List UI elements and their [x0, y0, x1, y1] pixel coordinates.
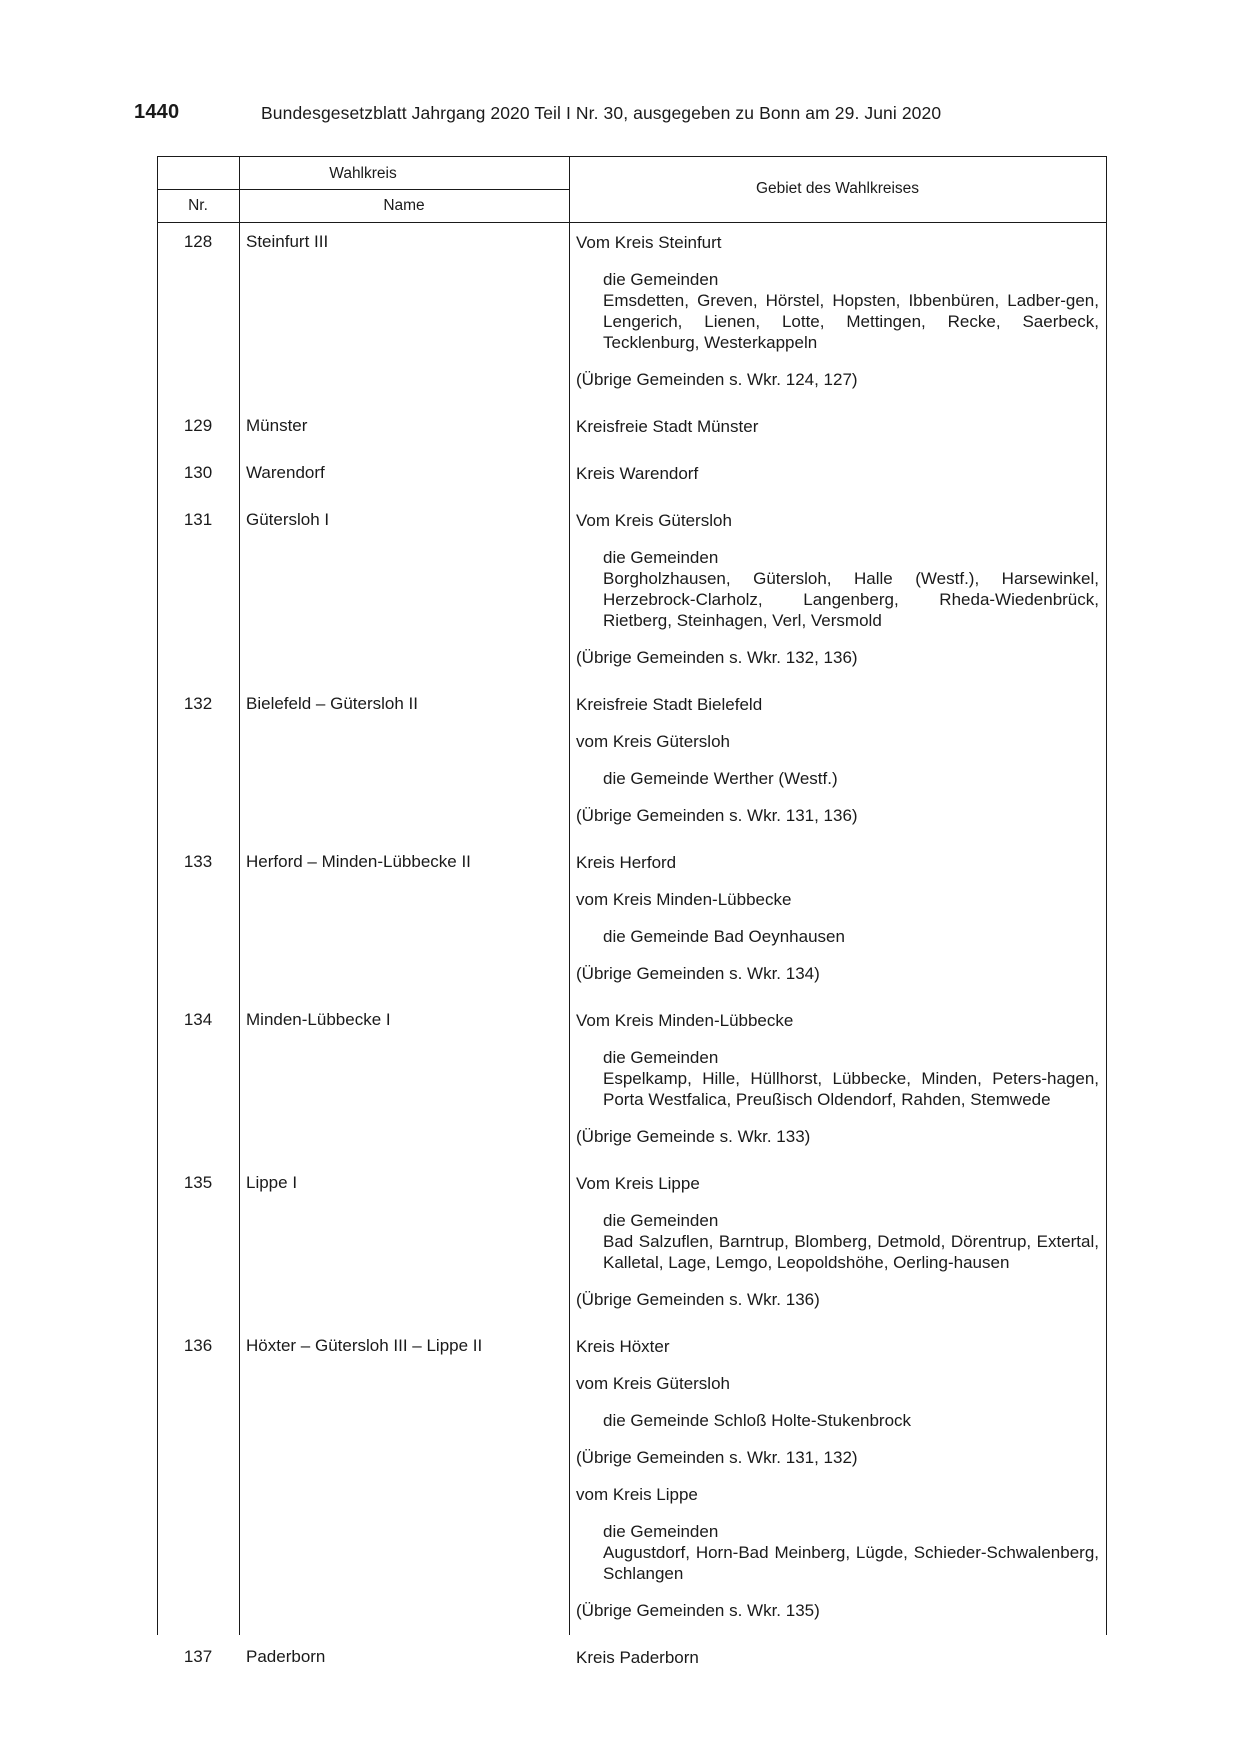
- constituency-name: Münster: [246, 416, 308, 435]
- table-rule-top: [157, 156, 1107, 157]
- constituency-area: [569, 1000, 1106, 1163]
- area-line: vom Kreis Gütersloh: [576, 1374, 730, 1393]
- constituency-number: 132: [183, 694, 213, 713]
- constituency-area: [569, 500, 1106, 684]
- municipality-line: die Gemeinde Werther (Westf.): [603, 769, 838, 788]
- area-line: Vom Kreis Minden-Lübbecke: [576, 1011, 794, 1030]
- constituency-name: Bielefeld – Gütersloh II: [246, 694, 418, 713]
- area-line: Kreis Herford: [576, 853, 677, 872]
- header-wahlkreis: Wahlkreis: [329, 165, 397, 182]
- constituency-name: Herford – Minden-Lübbecke II: [246, 852, 471, 871]
- area-line: (Übrige Gemeinde s. Wkr. 133): [576, 1127, 811, 1146]
- constituency-number: 134: [183, 1010, 213, 1029]
- municipality-line: die Gemeinde Schloß Holte-Stukenbrock: [603, 1411, 912, 1430]
- table-rule-subheader: [157, 189, 569, 190]
- running-header: Bundesgesetzblatt Jahrgang 2020 Teil I Nr. 30, ausgegeben zu Bonn am 29. Juni 2020: [261, 103, 942, 123]
- constituency-area: [569, 1326, 1106, 1637]
- area-line: Kreisfreie Stadt Bielefeld: [576, 695, 763, 714]
- municipality-list: Bad Salzuflen, Barntrup, Blomberg, Detmold, Dörentrup, Extertal, Kalletal, Lage, Lemgo, Leopoldshöhe, Oerling-hausen: [603, 1232, 1099, 1272]
- constituency-name: Paderborn: [246, 1647, 326, 1666]
- municipality-block: [576, 269, 1099, 353]
- table-row: [157, 453, 1107, 500]
- header-gebiet: Gebiet des Wahlkreises: [755, 180, 920, 197]
- constituency-table: [157, 156, 1107, 1667]
- constituency-number: 135: [183, 1173, 213, 1192]
- constituency-area: [569, 1637, 1106, 1684]
- constituency-number: 129: [183, 416, 213, 435]
- table-row: [157, 1163, 1107, 1326]
- constituency-area: [569, 406, 1106, 453]
- area-line: (Übrige Gemeinden s. Wkr. 131, 136): [576, 806, 858, 825]
- constituency-name: Höxter – Gütersloh III – Lippe II: [246, 1336, 483, 1355]
- header-name: Name: [383, 197, 425, 214]
- municipality-line: die Gemeinde Bad Oeynhausen: [603, 927, 845, 946]
- area-line: Kreis Höxter: [576, 1337, 670, 1356]
- constituency-number: 131: [183, 510, 213, 529]
- area-line: (Übrige Gemeinden s. Wkr. 136): [576, 1290, 820, 1309]
- area-line: (Übrige Gemeinden s. Wkr. 135): [576, 1601, 820, 1620]
- table-row: [157, 1637, 1107, 1684]
- area-line: (Übrige Gemeinden s. Wkr. 134): [576, 964, 820, 983]
- table-row: [157, 1326, 1107, 1637]
- table-row: [157, 500, 1107, 684]
- table-row: [157, 406, 1107, 453]
- constituency-name: Warendorf: [246, 463, 325, 482]
- constituency-area: [569, 842, 1106, 1000]
- constituency-area: [569, 222, 1106, 406]
- area-line: vom Kreis Lippe: [576, 1485, 698, 1504]
- municipality-block: [576, 1521, 1099, 1584]
- table-row: [157, 1000, 1107, 1163]
- area-line: Kreis Paderborn: [576, 1648, 699, 1667]
- area-line: (Übrige Gemeinden s. Wkr. 131, 132): [576, 1448, 858, 1467]
- constituency-name: Lippe I: [246, 1173, 298, 1192]
- area-line: Vom Kreis Gütersloh: [576, 511, 732, 530]
- table-row: [157, 222, 1107, 406]
- area-line: vom Kreis Minden-Lübbecke: [576, 890, 792, 909]
- municipality-list: Augustdorf, Horn-Bad Meinberg, Lügde, Schieder-Schwalenberg, Schlangen: [603, 1543, 1099, 1583]
- area-line: (Übrige Gemeinden s. Wkr. 132, 136): [576, 648, 858, 667]
- constituency-name: Gütersloh I: [246, 510, 330, 529]
- area-line: Vom Kreis Lippe: [576, 1174, 700, 1193]
- area-line: vom Kreis Gütersloh: [576, 732, 730, 751]
- area-line: Kreisfreie Stadt Münster: [576, 417, 759, 436]
- constituency-area: [569, 684, 1106, 842]
- municipality-block: [576, 547, 1099, 631]
- constituency-number: 128: [183, 232, 213, 251]
- municipality-list: Borgholzhausen, Gütersloh, Halle (Westf.), Harsewinkel, Herzebrock-Clarholz, Langenberg, Rheda-Wiedenbrück, Rietberg, Steinhagen, Verl, Versmold: [603, 569, 1099, 630]
- municipality-block: [576, 1210, 1099, 1273]
- area-line: Vom Kreis Steinfurt: [576, 233, 722, 252]
- constituency-number: 130: [183, 463, 213, 482]
- constituency-name: Minden-Lübbecke I: [246, 1010, 391, 1029]
- area-line: (Übrige Gemeinden s. Wkr. 124, 127): [576, 370, 858, 389]
- municipality-list: Emsdetten, Greven, Hörstel, Hopsten, Ibbenbüren, Ladber-gen, Lengerich, Lienen, Lotte, Mettingen, Recke, Saerbeck, Tecklenburg, Westerkappeln: [603, 291, 1099, 352]
- table-body: [157, 222, 1107, 1684]
- constituency-area: [569, 1163, 1106, 1326]
- municipality-intro: die Gemeinden: [603, 548, 719, 567]
- table-row: [157, 684, 1107, 842]
- municipality-intro: die Gemeinden: [603, 1522, 719, 1541]
- municipality-intro: die Gemeinden: [603, 1048, 719, 1067]
- constituency-number: 137: [183, 1647, 213, 1666]
- constituency-area: [569, 453, 1106, 500]
- municipality-block: [576, 1047, 1099, 1110]
- constituency-number: 133: [183, 852, 213, 871]
- municipality-intro: die Gemeinden: [603, 270, 719, 289]
- constituency-number: 136: [183, 1336, 213, 1355]
- header-nr: Nr.: [188, 197, 208, 214]
- table-row: [157, 842, 1107, 1000]
- municipality-list: Espelkamp, Hille, Hüllhorst, Lübbecke, Minden, Peters-hagen, Porta Westfalica, Preußisch Oldendorf, Rahden, Stemwede: [603, 1069, 1099, 1109]
- municipality-intro: die Gemeinden: [603, 1211, 719, 1230]
- area-line: Kreis Warendorf: [576, 464, 699, 483]
- constituency-name: Steinfurt III: [246, 232, 329, 251]
- page-number: 1440: [134, 101, 180, 123]
